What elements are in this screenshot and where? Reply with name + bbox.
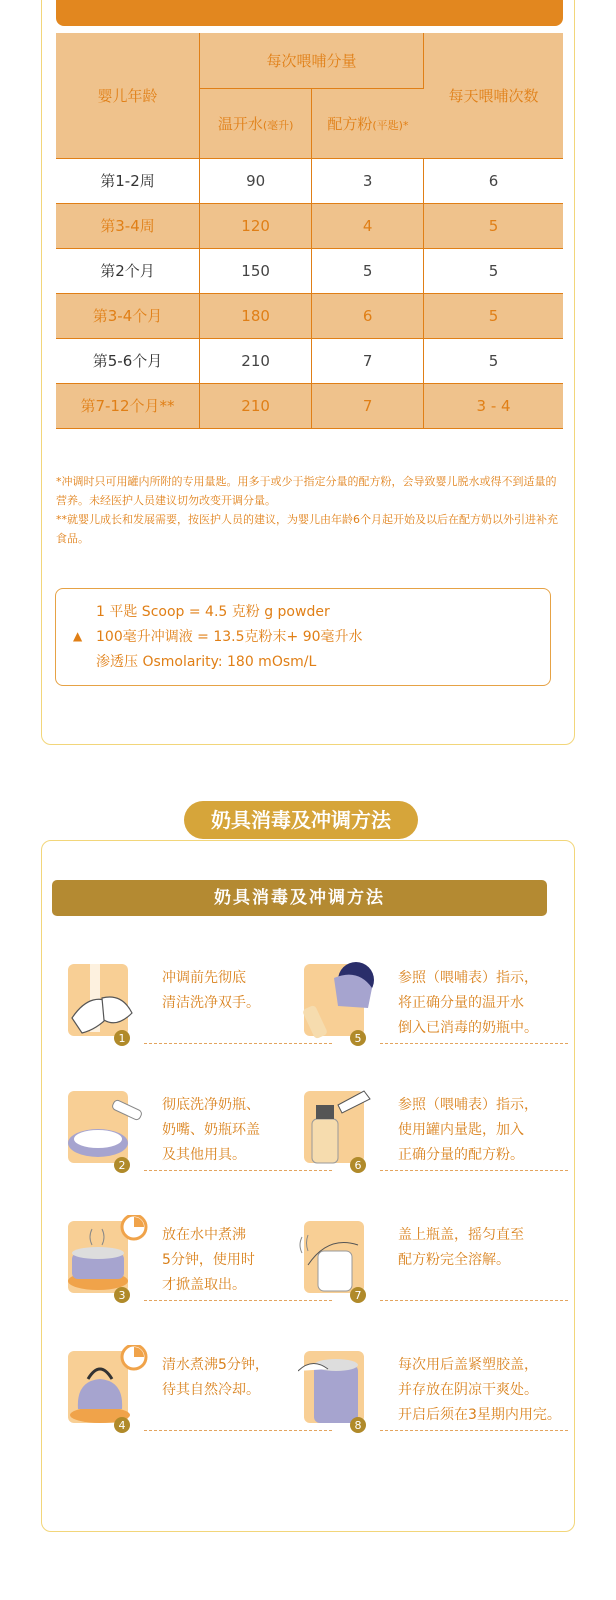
step-line: 待其自然冷却。 [162,1382,260,1398]
cell-age: 第3-4个月 [56,293,199,338]
cell-water: 150 [199,248,311,293]
cell-times: 5 [424,338,563,383]
step-line: 才掀盖取出。 [162,1277,246,1293]
svg-text:5: 5 [354,1032,362,1045]
step-text [398,966,598,1041]
dashed-divider [380,1043,568,1044]
step-line: 及其他用具。 [162,1147,246,1163]
cell-times: 5 [424,203,563,248]
step-line: 使用罐内量匙，加入 [398,1122,524,1138]
step-line: 并存放在阴凉干爽处。 [398,1382,538,1398]
step-1 [62,958,312,1058]
step-2 [62,1085,312,1185]
triangle-marker: ▲ [73,629,83,643]
header-water: 温开水(毫升) [199,88,311,158]
step-8 [298,1345,561,1445]
cell-times: 5 [424,248,563,293]
svg-text:6: 6 [354,1159,362,1172]
step-7 [298,1215,548,1315]
cell-powder: 6 [312,293,424,338]
step-text [398,1223,598,1273]
table-row [56,293,563,338]
step-line: 奶嘴、奶瓶环盖 [162,1122,260,1138]
cell-times: 5 [424,293,563,338]
step-line: 清洁洗净双手。 [162,995,260,1011]
step-line: 参照（喂哺表）指示， [398,1097,538,1113]
step-line: 每次用后盖紧塑胶盖， [398,1357,538,1373]
header-age: 婴儿年龄 [56,33,199,158]
table-row [56,383,563,428]
step-line: 清水煮沸5分钟， [162,1357,269,1373]
step-line: 倒入已消毒的奶瓶中。 [398,1020,538,1036]
svg-text:2: 2 [118,1159,126,1172]
cell-age: 第7-12个月** [56,383,199,428]
footnote-1: *冲调时只可用罐内所附的专用量匙。用多于或少于指定分量的配方粉，会导致婴儿脱水或得不到适量的营养。未经医护人员建议切勿改变开调分量。 [56,475,557,507]
top-orange-bar [56,0,563,26]
cell-powder: 4 [312,203,424,248]
svg-text:1: 1 [118,1032,126,1045]
header-powder: 配方粉(平匙)* [312,88,424,158]
cell-times: 6 [424,158,563,203]
step-4 [62,1345,312,1445]
cell-water: 180 [199,293,311,338]
cell-powder: 7 [312,338,424,383]
step-line: 正确分量的配方粉。 [398,1147,524,1163]
svg-text:4: 4 [118,1419,126,1432]
section-title-pill: 奶具消毒及冲调方法 [184,801,418,839]
step-line: 盖上瓶盖，摇匀直至 [398,1227,524,1243]
step-text [398,1093,598,1168]
step-5 [298,958,548,1058]
cell-powder: 3 [312,158,424,203]
dashed-divider [380,1430,568,1431]
table-row [56,203,563,248]
cell-age: 第1-2周 [56,158,199,203]
mix-line: 100毫升冲调液 = 13.5克粉末+ 90毫升水 [96,629,363,645]
step-line: 配方粉完全溶解。 [398,1252,510,1268]
step-line: 放在水中煮沸 [162,1227,246,1243]
cell-water: 210 [199,383,311,428]
cell-water: 120 [199,203,311,248]
footnotes [56,472,566,548]
footnote-2: **就婴儿成长和发展需要，按医护人员的建议，为婴儿由年龄6个月起开始及以后在配方奶以外引进补充食品。 [56,513,558,545]
cell-water: 210 [199,338,311,383]
step-line: 将正确分量的温开水 [398,995,524,1011]
svg-text:8: 8 [354,1419,362,1432]
table-row [56,338,563,383]
step-line: 开启后须在3星期内用完。 [398,1407,561,1423]
step-line: 5分钟，使用时 [162,1252,255,1268]
cell-powder: 7 [312,383,424,428]
step-line: 冲调前先彻底 [162,970,246,986]
cell-water: 90 [199,158,311,203]
svg-text:7: 7 [354,1289,362,1302]
step-3 [62,1215,312,1315]
svg-text:3: 3 [118,1289,126,1302]
step-line: 参照（喂哺表）指示， [398,970,538,986]
cell-age: 第5-6个月 [56,338,199,383]
cell-age: 第3-4周 [56,203,199,248]
table-row [56,158,563,203]
header-times: 每天喂哺次数 [424,33,563,158]
osmolarity-line: 渗透压 Osmolarity: 180 mOsm/L [96,654,317,670]
cell-times: 3 - 4 [424,383,563,428]
step-6 [298,1085,548,1185]
header-amount-group: 每次喂哺分量 [199,33,423,88]
feeding-table [56,33,563,429]
scoop-line: 1 平匙 Scoop = 4.5 克粉 g powder [96,604,330,620]
scoop-info-box [55,588,551,686]
step-line: 彻底洗净奶瓶、 [162,1097,260,1113]
section-banner: 奶具消毒及冲调方法 [52,880,547,916]
dashed-divider [380,1170,568,1171]
dashed-divider [380,1300,568,1301]
cell-powder: 5 [312,248,424,293]
step-text [398,1353,598,1428]
table-row [56,248,563,293]
cell-age: 第2个月 [56,248,199,293]
